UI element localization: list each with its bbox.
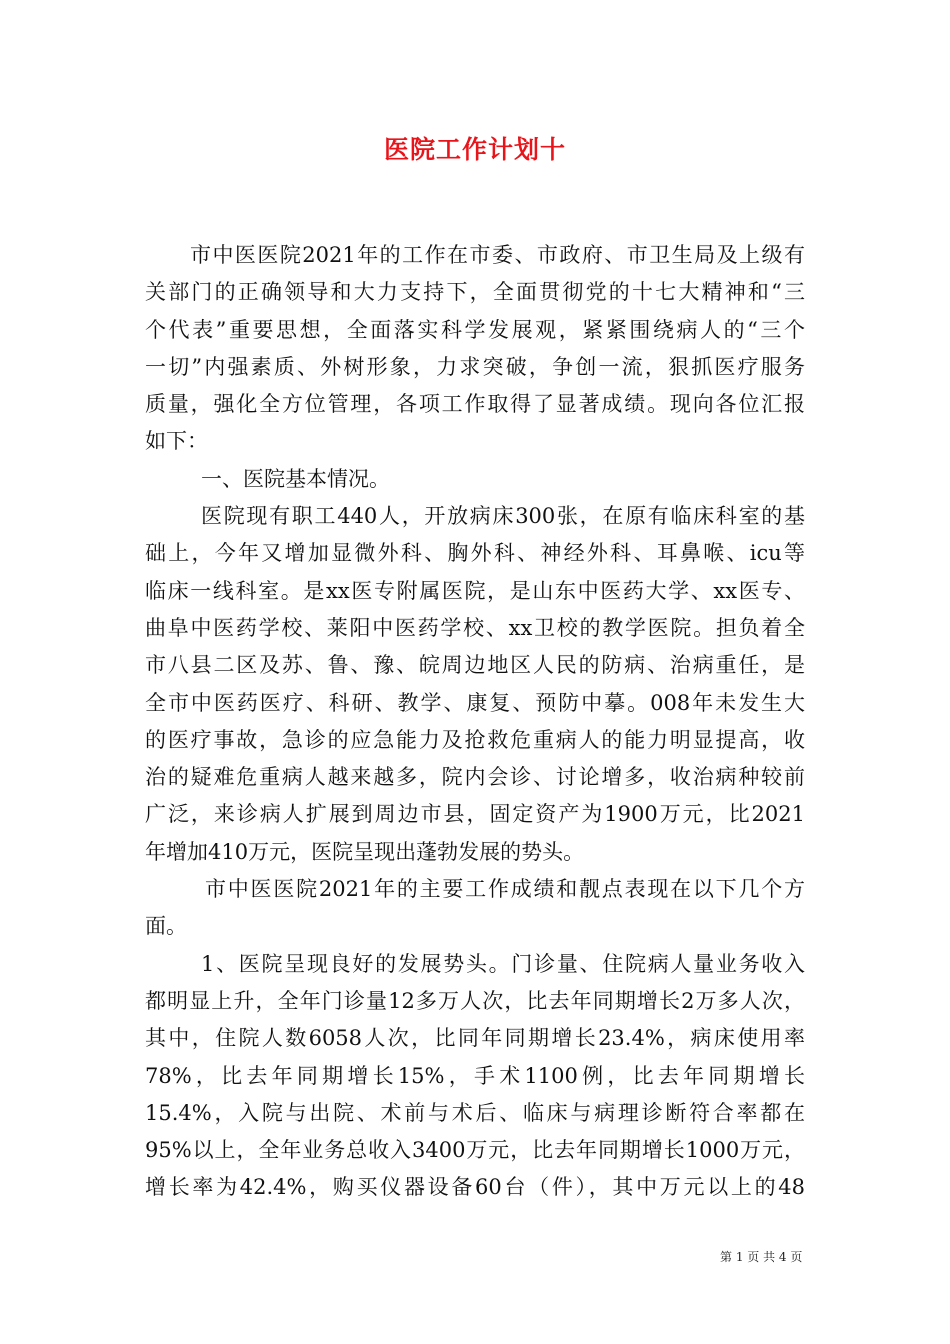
paragraph-line: 质量，强化全方位管理，各项工作取得了显著成绩。现向各位汇报	[145, 392, 805, 417]
paragraph-line: 临床一线科室。是xx医专附属医院，是山东中医药大学、xx医专、	[145, 578, 805, 603]
paragraph-line: 一切”内强素质、外树形象，力求突破，争创一流，狠抓医疗服务	[145, 354, 805, 379]
paragraph-line: 全市中医药医疗、科研、教学、康复、预防中摹。008年未发生大	[145, 690, 805, 715]
document-body	[145, 237, 805, 1207]
paragraph-line: 如下：	[145, 429, 208, 454]
paragraph-line: 础上，今年又增加显微外科、胸外科、神经外科、耳鼻喉、icu等	[145, 541, 805, 566]
paragraph-line: 其中，住院人数6058人次，比同年同期增长23.4%，病床使用率	[145, 1026, 805, 1051]
paragraph-line: 市中医医院2021年的主要工作成绩和靓点表现在以下几个方	[205, 877, 805, 902]
paragraph-line: 曲阜中医药学校、莱阳中医药学校、xx卫校的教学医院。担负着全	[145, 615, 805, 640]
paragraph-line: 年增加410万元，医院呈现出蓬勃发展的势头。	[145, 839, 585, 864]
document-title: 医院工作计划十	[383, 135, 566, 164]
paragraph-line: 面。	[145, 914, 187, 939]
paragraph-line: 广泛，来诊病人扩展到周边市县，固定资产为1900万元，比2021	[145, 802, 805, 827]
paragraph-line: 治的疑难危重病人越来越多，院内会诊、讨论增多，收治病种较前	[145, 765, 805, 790]
paragraph-line: 市八县二区及苏、鲁、豫、皖周边地区人民的防病、治病重任，是	[145, 653, 805, 678]
paragraph-line: 关部门的正确领导和大力支持下，全面贯彻党的十七大精神和“三	[145, 280, 805, 305]
paragraph-line: 医院现有职工440人，开放病床300张，在原有临床科室的基	[201, 504, 805, 529]
section-heading: 一、医院基本情况。	[201, 466, 390, 491]
paragraph-line: 95%以上，全年业务总收入3400万元，比去年同期增长1000万元，	[145, 1138, 805, 1163]
paragraph-line: 15.4%，入院与出院、术前与术后、临床与病理诊断符合率都在	[145, 1100, 805, 1125]
paragraph-line: 增长率为42.4%，购买仪器设备60台（件），其中万元以上的48	[145, 1175, 805, 1200]
paragraph-line: 个代表”重要思想，全面落实科学发展观，紧紧围绕病人的“三个	[145, 317, 805, 342]
paragraph-line: 市中医医院2021年的工作在市委、市政府、市卫生局及上级有	[190, 243, 805, 267]
paragraph-line: 都明显上升，全年门诊量12多万人次，比去年同期增长2万多人次，	[145, 988, 805, 1013]
paragraph-line: 1、医院呈现良好的发展势头。门诊量、住院病人量业务收入	[201, 951, 805, 976]
paragraph-line: 78%，比去年同期增长15%，手术1100例，比去年同期增长	[145, 1063, 805, 1088]
page-number: 第 1 页 共 4 页	[720, 1250, 803, 1264]
paragraph-line: 的医疗事故，急诊的应急能力及抢救危重病人的能力明显提高，收	[145, 727, 805, 752]
